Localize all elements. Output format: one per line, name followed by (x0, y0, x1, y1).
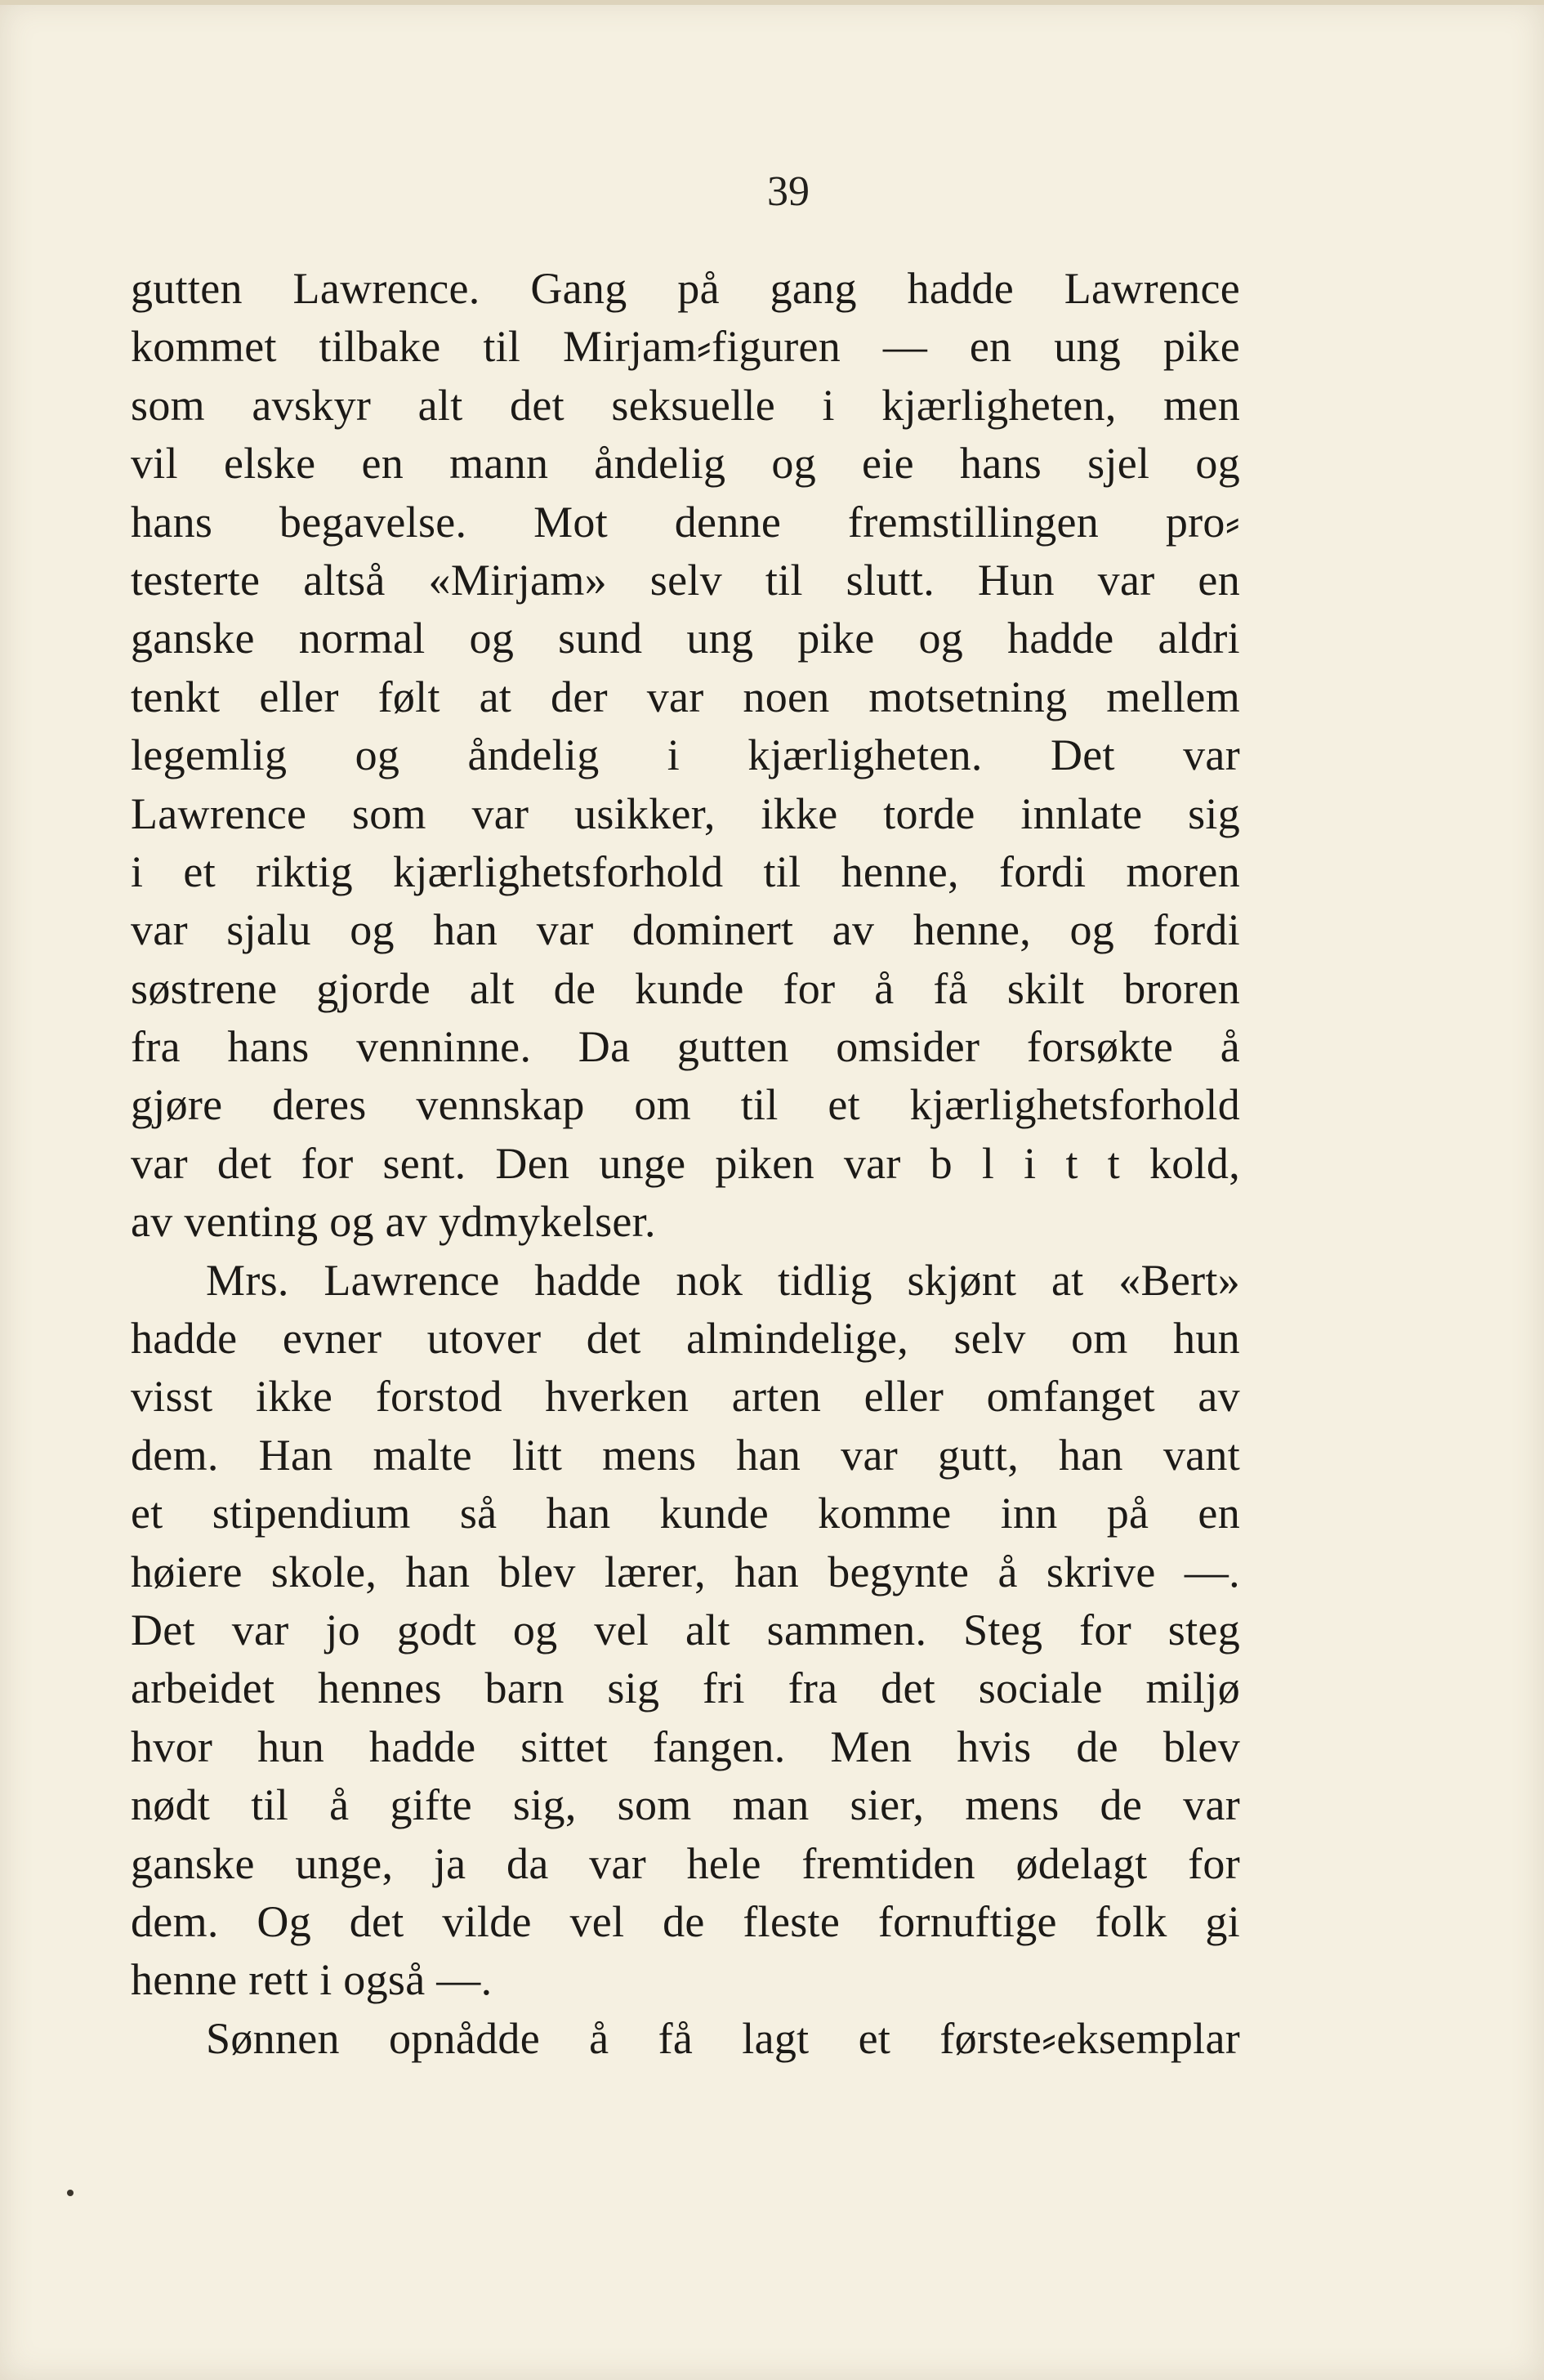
text-line: nødt til å gifte sig, som man sier, mens de var (131, 1780, 1240, 1830)
text-line: legemlig og åndelig i kjærligheten. Det var (131, 730, 1240, 780)
text-line: dem. Og det vilde vel de fleste fornuftige folk gi (131, 1896, 1240, 1946)
text-line: tenkt eller følt at der var noen motsetning mellem (131, 672, 1240, 721)
page-number: 39 (767, 168, 810, 215)
text-line: gutten Lawrence. Gang på gang hadde Lawrence (131, 264, 1240, 313)
text-line: av venting og av ydmykelser. (131, 1197, 656, 1247)
text-line: ganske unge, ja da var hele fremtiden ødelagt for (131, 1838, 1240, 1888)
text-line: søstrene gjorde alt de kunde for å få skilt broren (131, 963, 1240, 1013)
text-line: gjøre deres vennskap om til et kjærlighetsforhold (131, 1080, 1240, 1130)
text-line: i et riktig kjærlighetsforhold til henne, fordi moren (131, 846, 1240, 896)
text-line: dem. Han malte litt mens han var gutt, han vant (131, 1430, 1240, 1480)
text-line: testerte altså «Mirjam» selv til slutt. Hun var en (131, 555, 1240, 605)
text-line: fra hans venninne. Da gutten omsider forsøkte å (131, 1022, 1240, 1072)
text-line: hans begavelse. Mot denne fremstillingen pro⸗ (131, 497, 1240, 547)
text-line: vil elske en mann åndelig og eie hans sjel og (131, 439, 1240, 489)
text-line: ganske normal og sund ung pike og hadde aldri (131, 614, 1240, 663)
body-text (131, 260, 1240, 2068)
text-line: hvor hun hadde sittet fangen. Men hvis de blev (131, 1721, 1240, 1771)
text-line: kommet tilbake til Mirjam⸗figuren — en ung pike (131, 322, 1240, 372)
text-line: Mrs. Lawrence hadde nok tidlig skjønt at «Bert» (206, 1255, 1240, 1305)
page-top-edge (0, 0, 1544, 5)
print-speck (67, 2190, 74, 2196)
text-line: Sønnen opnådde å få lagt et første⸗eksemplar (206, 2013, 1240, 2063)
text-line: et stipendium så han kunde komme inn på en (131, 1489, 1240, 1538)
text-line: høiere skole, han blev lærer, han begynte å skrive —. (131, 1547, 1240, 1596)
text-line: var sjalu og han var dominert av henne, og fordi (131, 905, 1240, 955)
text-line: hadde evner utover det almindelige, selv om hun (131, 1314, 1240, 1364)
text-line: Lawrence som var usikker, ikke torde innlate sig (131, 788, 1240, 838)
text-line: som avskyr alt det seksuelle i kjærligheten, men (131, 380, 1240, 430)
text-line: arbeidet hennes barn sig fri fra det sociale miljø (131, 1663, 1240, 1713)
text-line: var det for sent. Den unge piken var b l i t t kold, (131, 1138, 1240, 1188)
text-line: Det var jo godt og vel alt sammen. Steg for steg (131, 1605, 1240, 1654)
text-line: henne rett i også —. (131, 1955, 493, 2005)
text-line: visst ikke forstod hverken arten eller omfanget av (131, 1372, 1240, 1422)
